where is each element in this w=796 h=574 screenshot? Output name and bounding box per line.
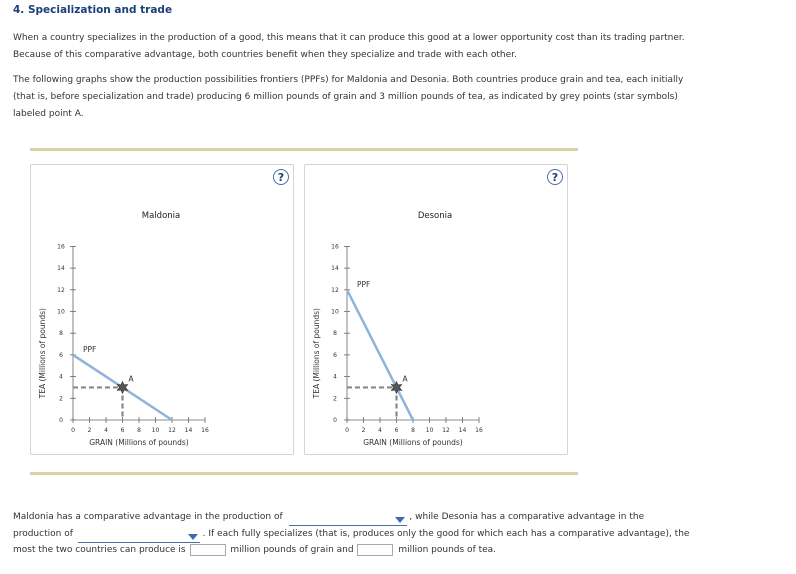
chevron-down-icon: [395, 517, 405, 523]
x-tick-label: 6: [394, 427, 399, 434]
x-tick-label: 10: [425, 427, 434, 434]
intro-paragraph-2: [13, 72, 713, 123]
y-tick-label: 2: [59, 395, 63, 403]
point-a-label: A: [128, 374, 134, 384]
question-line-2: [13, 526, 689, 543]
x-tick-label: 2: [361, 427, 366, 434]
question-text: , while Desonia has a comparative advantage in the: [409, 512, 645, 522]
point-a-label: A: [402, 374, 408, 384]
maldonia-ppf-chart: [31, 165, 293, 454]
y-tick-label: 8: [59, 330, 63, 338]
question-text: production of: [13, 529, 73, 539]
question-text: million pounds of grain and: [230, 545, 354, 555]
y-tick-label: 10: [57, 308, 65, 316]
y-tick-label: 6: [333, 351, 337, 359]
point-a-star-icon: [117, 381, 127, 393]
y-tick-label: 0: [59, 417, 63, 424]
intro-line: (that is, before specialization and trade) producing 6 million pounds of grain and 3 million pounds of tea, as indicated by grey points (star symbols): [13, 92, 678, 102]
y-tick-label: 4: [59, 373, 63, 381]
chevron-down-icon: [188, 534, 198, 540]
top-divider: [30, 148, 578, 151]
y-tick-label: 4: [333, 373, 337, 381]
x-tick-label: 10: [151, 427, 160, 434]
maldonia-graph-panel: [30, 164, 294, 455]
x-tick-label: 14: [184, 427, 193, 434]
x-tick-label: 6: [120, 427, 125, 434]
intro-line: The following graphs show the production possibilities frontiers (PPFs) for Maldonia and Desonia. Both countries produce grain and tea, each initially: [13, 75, 684, 85]
question-text: Maldonia has a comparative advantage in the production of: [13, 512, 283, 522]
x-tick-label: 12: [168, 427, 176, 434]
intro-line: labeled point A.: [13, 109, 84, 119]
x-tick-label: 12: [442, 427, 450, 434]
y-tick-label: 10: [331, 308, 339, 316]
ppf-label: PPF: [83, 344, 97, 354]
x-axis-label: GRAIN (Millions of pounds): [363, 438, 463, 447]
ppf-line: [347, 290, 413, 420]
bottom-divider: [30, 472, 578, 475]
chart-title: Maldonia: [141, 211, 181, 221]
y-axis-label: TEA (Millions of pounds): [38, 308, 47, 399]
help-button-desonia[interactable]: ?: [547, 169, 563, 185]
question-text: million pounds of tea.: [398, 545, 497, 555]
y-tick-label: 14: [57, 265, 65, 273]
y-tick-label: 6: [59, 351, 63, 359]
desonia-graph-panel: [304, 164, 568, 455]
y-tick-label: 0: [333, 417, 337, 424]
x-tick-label: 4: [378, 427, 382, 434]
intro-paragraph-1: [13, 30, 713, 64]
x-tick-label: 2: [87, 427, 92, 434]
y-tick-label: 16: [57, 243, 65, 251]
y-tick-label: 14: [331, 265, 339, 273]
x-tick-label: 16: [475, 427, 483, 434]
y-tick-label: 2: [333, 395, 337, 403]
question-line-1: [13, 509, 644, 526]
y-tick-label: 8: [333, 330, 337, 338]
section-heading: 4. Specialization and trade: [13, 4, 173, 16]
x-tick-label: 4: [104, 427, 108, 434]
grain-total-input[interactable]: [190, 544, 226, 556]
question-line-3: [13, 542, 496, 559]
intro-line: When a country specializes in the production of a good, this means that it can produce this good at a lower opportunity cost than its trading partner.: [13, 33, 685, 43]
point-a-star-icon: [391, 381, 401, 393]
x-axis-label: GRAIN (Millions of pounds): [89, 438, 189, 447]
x-tick-label: 0: [345, 427, 349, 434]
chart-title: Desonia: [417, 211, 453, 221]
y-tick-label: 12: [331, 286, 339, 294]
x-tick-label: 14: [458, 427, 467, 434]
question-text: . If each fully specializes (that is, produces only the good for which each has a comparative advantage), the: [202, 529, 690, 539]
help-button-maldonia[interactable]: ?: [273, 169, 289, 185]
x-tick-label: 16: [201, 427, 209, 434]
y-tick-label: 16: [331, 243, 339, 251]
x-tick-label: 8: [137, 427, 141, 434]
maldonia-advantage-dropdown[interactable]: [289, 513, 407, 526]
tea-total-input[interactable]: [357, 544, 393, 556]
y-tick-label: 12: [57, 286, 65, 294]
question-text: most the two countries can produce is: [13, 545, 186, 555]
x-tick-label: 0: [71, 427, 75, 434]
intro-line: Because of this comparative advantage, both countries benefit when they specialize and trade with each other.: [13, 50, 517, 60]
desonia-ppf-chart: [305, 165, 567, 454]
x-tick-label: 8: [411, 427, 415, 434]
y-axis-label: TEA (Millions of pounds): [312, 308, 321, 399]
ppf-label: PPF: [357, 279, 371, 289]
